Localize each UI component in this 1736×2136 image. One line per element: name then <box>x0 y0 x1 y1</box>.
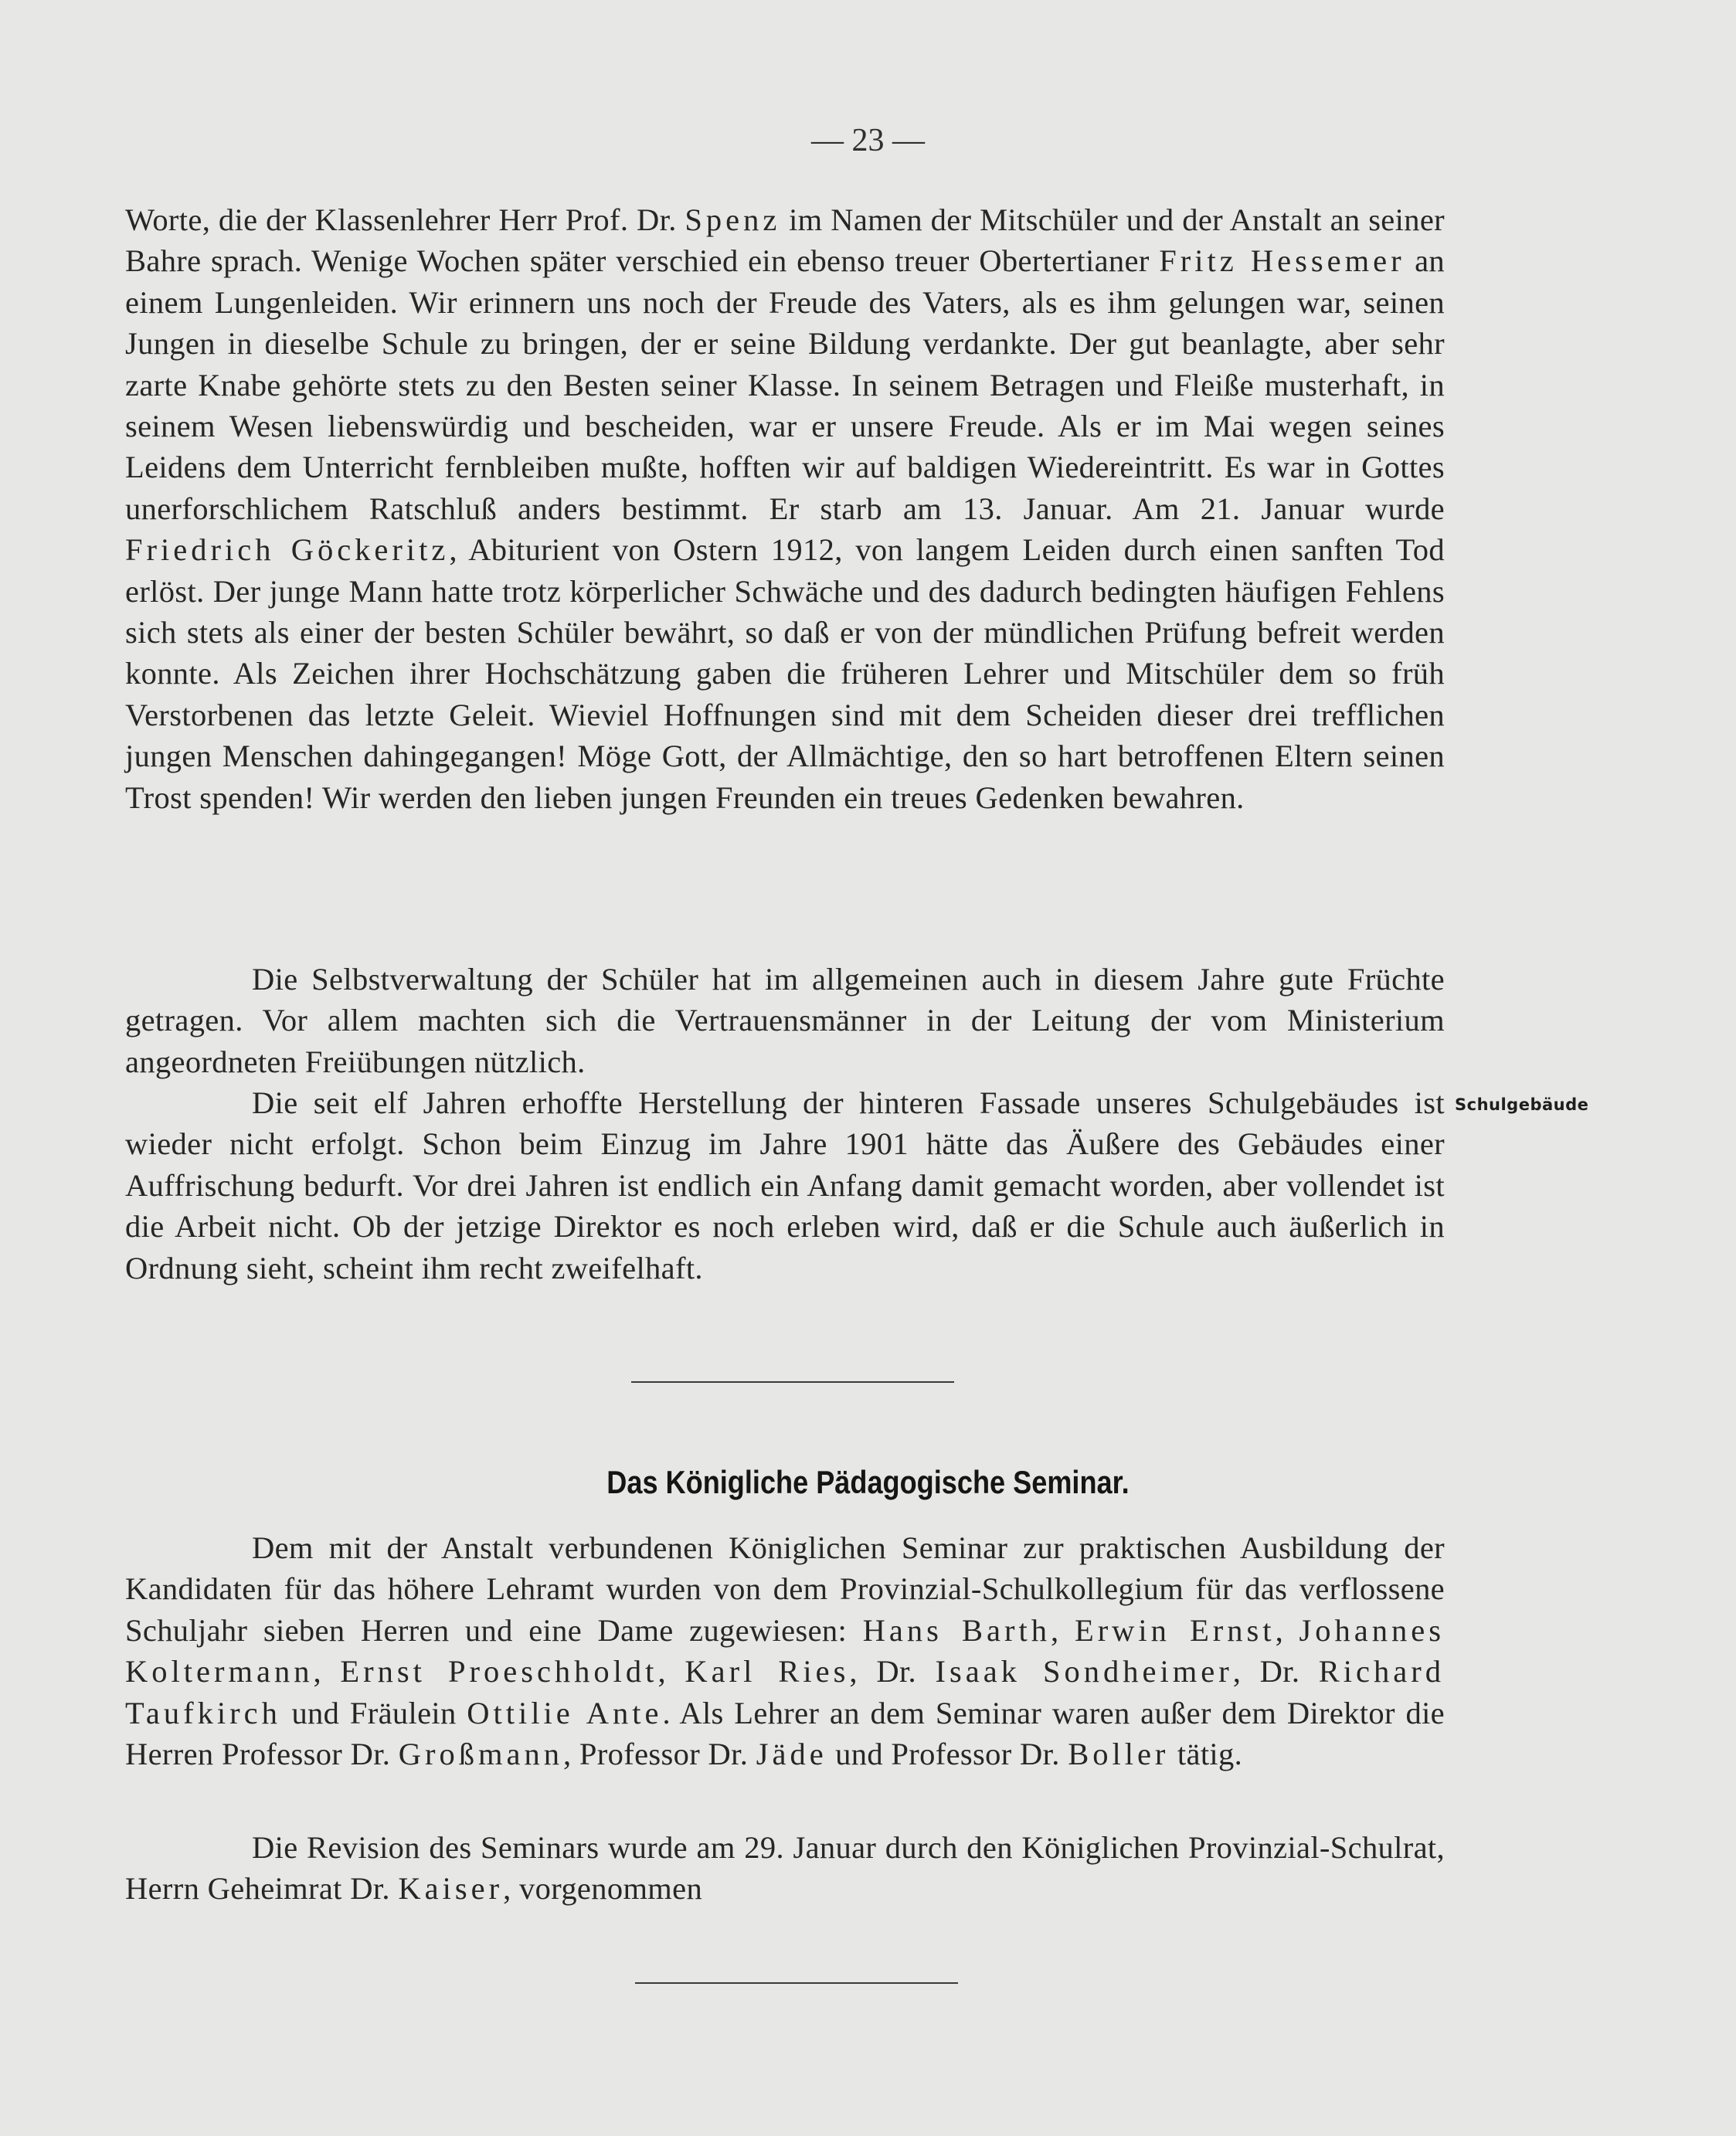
paragraph-seminar-candidates <box>125 1527 1445 1774</box>
margin-note-school-building: Schulgebäude <box>1455 1095 1589 1114</box>
text-run: , vorgenommen <box>503 1871 703 1907</box>
text-block-self-administration <box>125 959 1445 1082</box>
spaced-name: Isaak Sondheimer <box>935 1654 1233 1689</box>
text-run: , Abiturient von Ostern 1912, von langem Leiden durch einen sanften Tod erlöst. Der junge Mann hatte trotz körperlicher Schwäche und des dadurch bedingten häufigen Fehlens sich stets als einer der besten Schüler bewährt, so daß er von der mündlichen Prüfung befreit werden konnte. Als Zeichen ihrer Hochschätzung gaben die früheren Lehrer und Mitschüler dem so früh Verstorbenen das letzte Geleit. Wieviel Hoffnungen sind mit dem Scheiden dieser drei trefflichen jungen Menschen dahingegangen! Möge Gott, der Allmächtige, den so hart betroffenen Eltern seinen Trost spenden! Wir werden den lieben jungen Freunden ein treues Gedenken bewahren. <box>125 532 1445 815</box>
text-block-revision <box>125 1827 1445 1910</box>
text-run: und Fräulein <box>280 1695 467 1730</box>
text-run: , Dr. <box>1232 1654 1319 1689</box>
text-run: Die Revision des Seminars wurde am 29. Januar durch den Königlichen Provinzial-Schulrat, Herrn Geheimrat Dr. <box>125 1830 1445 1907</box>
page-number: — 23 — <box>811 123 925 158</box>
paragraph-school-building: Die seit elf Jahren erhoffte Herstellung der hinteren Fassade unseres Schulgebäudes ist wieder nicht erfolgt. Schon beim Einzug im Jahre 1901 hätte das Äußere des Gebäudes einer Auffrischung bedurft. Vor drei Jahren ist endlich ein Anfang damit gemacht worden, aber vollendet ist die Arbeit nicht. Ob der jetzige Direktor es noch erleben wird, daß er die Schule auch äußerlich in Ordnung sieht, scheint ihm recht zweifelhaft. <box>125 1085 1445 1285</box>
text-run: , <box>657 1654 685 1689</box>
text-run: an einem Lungenleiden. Wir erinnern uns noch der Freude des Vaters, als es ihm gelungen war, seinen Jungen in dieselbe Schule zu bringen, der er seine Bildung verdankte. Der gut beanlagte, aber sehr zarte Knabe gehörte stets zu den Besten seiner Klasse. In seinem Betragen und Fleiße musterhaft, in seinem Wesen liebenswürdig und bescheiden, war er unsere Freude. Als er im Mai wegen seines Leidens dem Unterricht fernbleiben mußte, hofften wir auf baldigen Wiedereintritt. Es war in Gottes unerforschlichem Ratschluß anders bestimmt. Er starb am 13. Januar. Am 21. Januar wurde <box>125 243 1446 526</box>
text-block-seminar <box>125 1527 1445 1774</box>
text-run: im Namen der Mitschüler und der Anstalt an seiner Bahre sprach. Wenige Wochen später verschied ein ebenso treuer Obertertianer <box>125 202 1445 279</box>
spaced-name: Großmann <box>398 1737 563 1772</box>
spaced-name: Kaiser <box>398 1871 504 1907</box>
text-run: , Professor Dr. <box>562 1737 756 1772</box>
paragraph-self-administration: Die Selbstverwaltung der Schüler hat im allgemeinen auch in diesem Jahre gute Früchte getragen. Vor allem machten sich die Vertrauensmänner in der Leitung der vom Ministerium angeordneten Freiübungen nützlich. <box>125 962 1445 1079</box>
text-run: Worte, die der Klassenlehrer Herr Prof. Dr. <box>125 202 685 237</box>
text-run: . Als Lehrer an dem Seminar waren außer dem Direktor die Herren Professor Dr. <box>125 1695 1445 1772</box>
spaced-name: Fritz Hessemer <box>1159 243 1405 279</box>
end-divider <box>635 1982 958 1984</box>
text-run: , <box>1050 1612 1075 1648</box>
spaced-name: Johannes Koltermann <box>125 1612 1446 1689</box>
text-run: , <box>313 1654 341 1689</box>
text-run: und Professor Dr. <box>827 1737 1068 1772</box>
spaced-name: Jäde <box>756 1737 827 1772</box>
text-run: , Dr. <box>849 1654 936 1689</box>
spaced-name: Friedrich Göckeritz <box>125 532 450 568</box>
text-run: Dem mit der Anstalt verbundenen Königlichen Seminar zur praktischen Ausbildung der Kandidaten für das höhere Lehramt wurden von dem Provinzial-Schulkollegium für das verflossene Schuljahr sieben Herren und eine Dame zugewiesen: <box>125 1530 1445 1648</box>
spaced-name: Ernst Proeschholdt <box>340 1654 658 1689</box>
text-run: tätig. <box>1169 1737 1243 1772</box>
section-divider <box>631 1381 954 1383</box>
text-run: , <box>1275 1612 1299 1648</box>
spaced-name: Boller <box>1068 1737 1170 1772</box>
paragraph-seminar-revision <box>125 1827 1445 1910</box>
spaced-name: Ottilie Ante <box>467 1695 663 1730</box>
spaced-name: Spenz <box>685 202 781 237</box>
spaced-name: Erwin Ernst <box>1074 1612 1276 1648</box>
paragraph-obituaries <box>125 199 1445 818</box>
spaced-name: Karl Ries <box>685 1654 850 1689</box>
spaced-name: Richard Taufkirch <box>125 1654 1445 1730</box>
text-block-top <box>125 199 1445 818</box>
section-heading: Das Königliche Pädagogische Seminar. <box>606 1464 1130 1500</box>
text-block-building <box>125 1082 1445 1289</box>
spaced-name: Hans Barth <box>862 1612 1051 1648</box>
